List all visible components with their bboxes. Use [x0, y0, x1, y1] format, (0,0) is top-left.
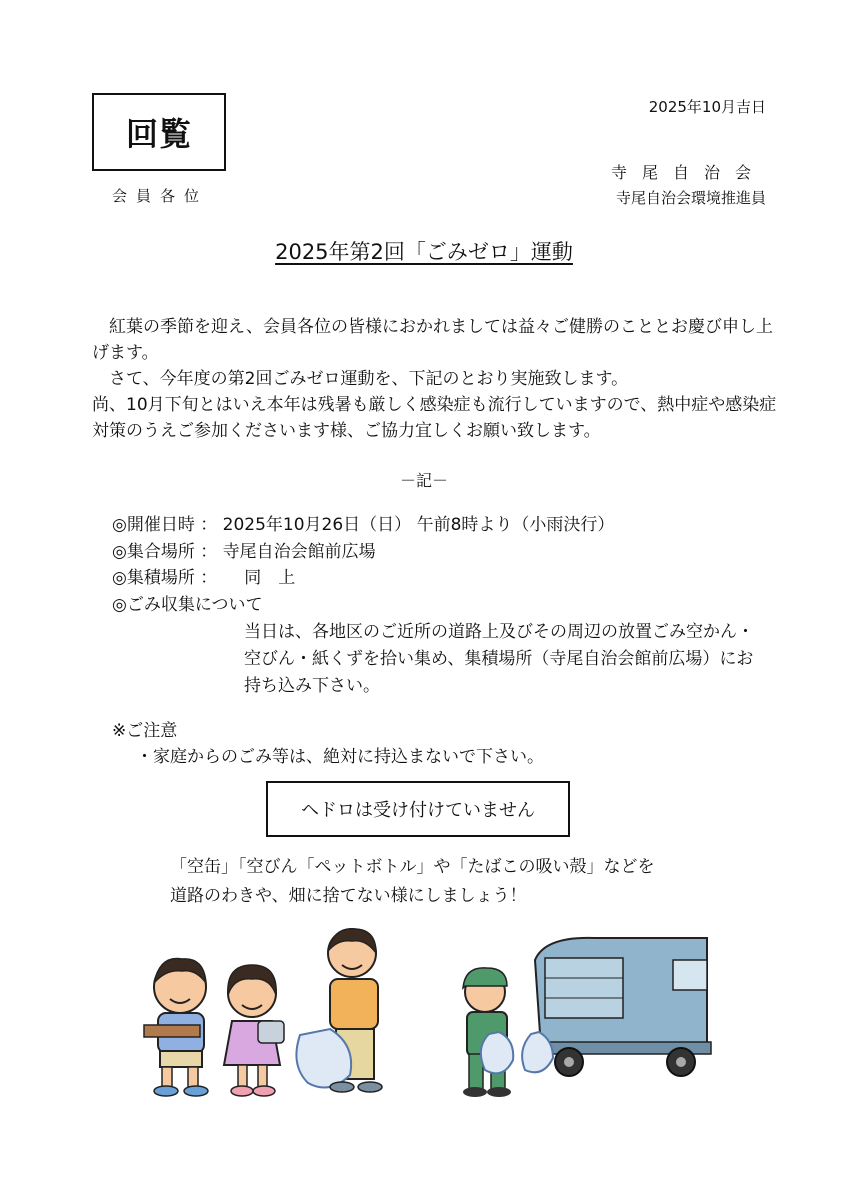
ki-marker: －記－ — [399, 471, 448, 490]
organization-name: 寺尾自治会 — [610, 163, 766, 182]
detail-collection-text: 当日は、各地区のご近所の道路上及びその周辺の放置ごみ空かん・空びん・紙くずを拾い集め、集積場所（寺尾自治会館前広場）にお持ち込み下さい。 — [244, 622, 754, 696]
notice-item: ・家庭からのごみ等は、絶対に持込まないで下さい。 — [136, 747, 544, 767]
garbage-truck — [535, 938, 711, 1076]
sender-name: 寺尾自治会環境推進員 — [615, 189, 766, 207]
document-title — [0, 236, 848, 266]
issue-date: 2025年10月吉日 — [648, 98, 766, 116]
document-title-text: 2025年第2回「ごみゼロ」運動 — [275, 240, 573, 264]
detail-collection-place: ◎集積場所 ： 同 上 — [112, 568, 296, 588]
girl-figure — [224, 965, 284, 1096]
appeal-line-2: 道路のわきや、畑に捨てない様にしましょう！ — [170, 886, 527, 906]
detail-datetime: ◎開催日時 ： 2025年10月26日（日） 午前8時より（小雨決行） — [112, 515, 615, 535]
detail-collection-header: ◎ごみ収集について — [112, 595, 263, 615]
greeting-paragraph: 紅葉の季節を迎え、会員各位の皆様におかれましては益々ご健勝のこととお慶び申し上げます。 — [92, 317, 774, 363]
children-cleanup-illustration — [130, 925, 410, 1100]
sludge-notice-box — [266, 781, 570, 837]
sludge-notice-text: ヘドロは受け付けていません — [301, 800, 535, 821]
notice-heading: ※ご注意 — [112, 721, 178, 741]
detail-meeting-place: ◎集合場所 ： 寺尾自治会館前広場 — [112, 542, 376, 562]
circular-stamp — [92, 93, 226, 171]
boy-figure — [144, 959, 208, 1097]
announcement-paragraph: さて、今年度の第2回ごみゼロ運動を、下記のとおり実施致します。 — [109, 369, 629, 389]
appeal-line-1: 「空缶」「空びん「ペットボトル」や「たばこの吸い殻」などを — [170, 857, 655, 877]
caution-paragraph: 尚、10月下旬とはいえ本年は残暑も厳しく感染症も流行していますので、熱中症や感染症対策のうえご参加くださいます様、ご協力宜しくお願い致します。 — [92, 395, 777, 441]
garbage-truck-illustration — [445, 930, 725, 1105]
recipients: 会員各位 — [112, 187, 209, 205]
man-with-bag-figure — [296, 929, 382, 1092]
circular-label: 回覧 — [125, 115, 192, 153]
